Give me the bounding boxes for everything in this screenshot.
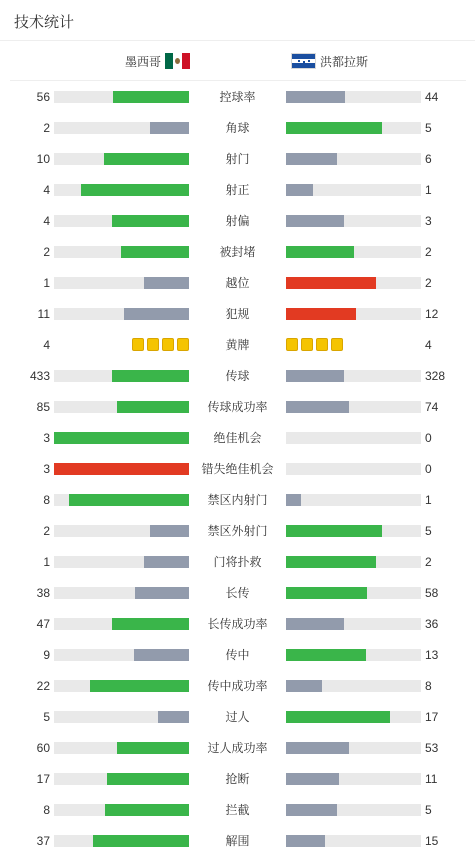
stat-row xyxy=(0,701,475,732)
home-stat-value: 56 xyxy=(36,90,50,104)
away-stat-value: 17 xyxy=(425,710,439,724)
away-stat-bar-fill xyxy=(286,680,322,692)
home-stat-bar xyxy=(54,246,189,258)
away-stat-bar-fill xyxy=(286,773,339,785)
home-stat-bar xyxy=(54,835,189,847)
away-stat-bar xyxy=(286,711,421,723)
home-stat-value: 22 xyxy=(36,679,50,693)
stat-row xyxy=(0,577,475,608)
away-stat-bar xyxy=(286,680,421,692)
home-stat-bar-fill xyxy=(144,556,189,568)
stat-label: 犯规 xyxy=(225,307,250,321)
home-stat-bar xyxy=(54,711,189,723)
away-stat-bar xyxy=(286,742,421,754)
home-stat-value: 433 xyxy=(29,369,50,383)
stat-row xyxy=(0,205,475,236)
away-stat-value: 5 xyxy=(425,524,432,538)
away-stat-value: 1 xyxy=(425,493,432,507)
home-stat-bar xyxy=(54,773,189,785)
stat-label: 被封堵 xyxy=(219,245,256,259)
home-stat-value: 8 xyxy=(43,493,50,507)
stat-label: 绝佳机会 xyxy=(213,431,262,445)
home-stat-bar xyxy=(54,215,189,227)
stat-row xyxy=(0,360,475,391)
away-stat-bar xyxy=(286,432,421,444)
stat-row xyxy=(0,608,475,639)
stat-label: 越位 xyxy=(225,276,250,290)
home-stat-bar-fill xyxy=(69,494,189,506)
away-stat-bar-fill xyxy=(286,122,382,134)
stat-label: 解围 xyxy=(225,834,250,848)
home-stat-bar-fill xyxy=(117,742,189,754)
home-stat-bar xyxy=(54,463,189,475)
home-stat-bar-fill xyxy=(135,587,189,599)
home-team[interactable] xyxy=(125,52,190,70)
teams-header xyxy=(10,41,466,81)
home-stat-bar-fill xyxy=(54,463,189,475)
page-title: 技术统计 xyxy=(14,14,75,31)
home-stat-bar xyxy=(54,680,189,692)
away-stat-bar-fill xyxy=(286,308,356,320)
away-stat-bar-fill xyxy=(286,804,337,816)
stat-row xyxy=(0,763,475,794)
away-team-name: 洪都拉斯 xyxy=(320,54,369,69)
home-stat-value: 1 xyxy=(43,555,50,569)
stat-row xyxy=(0,453,475,484)
stat-label: 传球 xyxy=(225,369,250,383)
home-stat-value: 8 xyxy=(43,803,50,817)
home-stat-value: 17 xyxy=(36,772,50,786)
away-stat-value: 5 xyxy=(425,121,432,135)
stat-label: 射正 xyxy=(225,183,250,197)
yellow-card-icon xyxy=(177,338,189,351)
home-stat-bar-fill xyxy=(93,835,189,847)
stat-row xyxy=(0,422,475,453)
stat-row xyxy=(0,515,475,546)
home-stat-bar-fill xyxy=(90,680,189,692)
home-stat-bar-fill xyxy=(158,711,189,723)
stat-label: 门将扑救 xyxy=(213,555,262,569)
away-stat-value: 11 xyxy=(425,772,438,786)
home-stat-value: 2 xyxy=(43,524,50,538)
away-stat-bar-fill xyxy=(286,153,337,165)
away-stat-value: 4 xyxy=(425,338,432,352)
away-stat-value: 58 xyxy=(425,586,439,600)
home-stat-value: 60 xyxy=(36,741,50,755)
stat-label: 角球 xyxy=(225,121,250,135)
away-stat-bar-fill xyxy=(286,494,301,506)
home-stat-value: 2 xyxy=(43,245,50,259)
away-stat-bar-fill xyxy=(286,618,344,630)
home-stat-bar xyxy=(54,184,189,196)
stat-row xyxy=(0,794,475,825)
away-team[interactable] xyxy=(291,52,368,70)
away-stat-value: 0 xyxy=(425,431,432,445)
away-stat-bar-fill xyxy=(286,401,349,413)
away-yellow-cards xyxy=(286,338,343,351)
home-stat-value: 11 xyxy=(37,307,50,321)
stat-label: 传中成功率 xyxy=(207,679,268,693)
home-team-name: 墨西哥 xyxy=(125,54,162,69)
away-stat-bar-fill xyxy=(286,184,313,196)
away-stat-bar xyxy=(286,618,421,630)
home-stat-value: 4 xyxy=(43,338,50,352)
away-stat-value: 12 xyxy=(425,307,439,321)
away-stat-value: 13 xyxy=(425,648,439,662)
home-stat-bar-fill xyxy=(121,246,189,258)
home-stat-bar-fill xyxy=(112,618,189,630)
away-stat-bar-fill xyxy=(286,835,325,847)
home-stat-bar-fill xyxy=(107,773,189,785)
away-stat-bar xyxy=(286,184,421,196)
away-stat-bar xyxy=(286,122,421,134)
away-stat-bar xyxy=(286,463,421,475)
stat-row xyxy=(0,484,475,515)
home-stat-bar xyxy=(54,494,189,506)
home-stat-bar-fill xyxy=(113,91,189,103)
home-stat-value: 10 xyxy=(36,152,50,166)
stats-list xyxy=(0,81,475,856)
away-stat-bar-fill xyxy=(286,525,382,537)
home-stat-bar xyxy=(54,277,189,289)
away-stat-value: 2 xyxy=(425,245,432,259)
home-stat-bar-fill xyxy=(104,153,189,165)
away-stat-value: 36 xyxy=(425,617,439,631)
stat-label: 拦截 xyxy=(225,803,250,817)
away-stat-bar xyxy=(286,587,421,599)
away-stat-value: 44 xyxy=(425,90,439,104)
stat-label: 射偏 xyxy=(225,214,250,228)
home-stat-bar-fill xyxy=(81,184,189,196)
stat-label: 射门 xyxy=(225,152,250,166)
stat-row xyxy=(0,267,475,298)
away-stat-bar xyxy=(286,308,421,320)
yellow-card-icon xyxy=(301,338,313,351)
home-stat-value: 3 xyxy=(43,462,50,476)
mexico-flag-icon xyxy=(165,53,190,69)
away-stat-bar xyxy=(286,525,421,537)
away-stat-value: 5 xyxy=(425,803,432,817)
away-stat-value: 6 xyxy=(425,152,432,166)
away-stat-value: 8 xyxy=(425,679,432,693)
home-stat-value: 85 xyxy=(36,400,50,414)
home-stat-bar xyxy=(54,370,189,382)
stat-row xyxy=(0,112,475,143)
home-stat-value: 38 xyxy=(36,586,50,600)
stat-label: 抢断 xyxy=(225,772,250,786)
home-stat-value: 4 xyxy=(43,214,50,228)
away-stat-bar xyxy=(286,246,421,258)
yellow-card-icon xyxy=(162,338,174,351)
stat-row xyxy=(0,391,475,422)
stat-label: 传中 xyxy=(225,648,250,662)
stat-row xyxy=(0,825,475,856)
away-stat-bar-fill xyxy=(286,246,354,258)
home-stat-bar-fill xyxy=(150,525,189,537)
stat-row xyxy=(0,639,475,670)
home-stat-bar-fill xyxy=(112,215,189,227)
away-stat-bar xyxy=(286,153,421,165)
home-stat-bar xyxy=(54,525,189,537)
away-stat-bar xyxy=(286,556,421,568)
away-stat-value: 15 xyxy=(425,834,439,848)
home-stat-value: 1 xyxy=(43,276,50,290)
stat-label: 过人成功率 xyxy=(207,741,268,755)
away-stat-bar xyxy=(286,773,421,785)
home-stat-bar-fill xyxy=(112,370,189,382)
home-stat-bar-fill xyxy=(105,804,189,816)
away-stat-bar-fill xyxy=(286,556,376,568)
home-stat-bar xyxy=(54,308,189,320)
home-stat-value: 5 xyxy=(43,710,50,724)
home-stat-bar xyxy=(54,122,189,134)
stat-row xyxy=(0,298,475,329)
away-stat-bar xyxy=(286,91,421,103)
away-stat-bar xyxy=(286,401,421,413)
home-stat-bar xyxy=(54,153,189,165)
yellow-card-icon xyxy=(147,338,159,351)
home-stat-value: 3 xyxy=(43,431,50,445)
away-stat-bar xyxy=(286,215,421,227)
yellow-card-icon xyxy=(132,338,144,351)
away-stat-bar-fill xyxy=(286,649,366,661)
stat-label: 长传 xyxy=(225,586,250,600)
away-stat-bar xyxy=(286,804,421,816)
home-stat-bar xyxy=(54,649,189,661)
stat-label: 黄牌 xyxy=(225,338,250,352)
away-stat-bar-fill xyxy=(286,742,349,754)
home-stat-bar-fill xyxy=(150,122,189,134)
home-stat-value: 37 xyxy=(36,834,50,848)
stat-row xyxy=(0,329,475,360)
away-stat-bar xyxy=(286,649,421,661)
home-stat-bar-fill xyxy=(117,401,189,413)
away-stat-bar-fill xyxy=(286,711,390,723)
stat-row xyxy=(0,81,475,112)
away-stat-bar-fill xyxy=(286,91,345,103)
home-stat-bar xyxy=(54,742,189,754)
home-stat-bar-fill xyxy=(134,649,189,661)
stat-row xyxy=(0,236,475,267)
away-stat-value: 3 xyxy=(425,214,432,228)
stat-row xyxy=(0,546,475,577)
yellow-card-icon xyxy=(316,338,328,351)
home-stat-bar xyxy=(54,556,189,568)
away-stat-bar xyxy=(286,277,421,289)
away-stat-value: 2 xyxy=(425,555,432,569)
stat-row xyxy=(0,143,475,174)
yellow-card-icon xyxy=(331,338,343,351)
away-stat-bar-fill xyxy=(286,587,367,599)
stat-row xyxy=(0,670,475,701)
home-stat-bar xyxy=(54,91,189,103)
home-stat-value: 2 xyxy=(43,121,50,135)
away-stat-value: 0 xyxy=(425,462,432,476)
home-stat-bar xyxy=(54,804,189,816)
away-stat-value: 328 xyxy=(425,369,446,383)
home-stat-value: 4 xyxy=(43,183,50,197)
away-stat-bar-fill xyxy=(286,215,344,227)
away-stat-bar-fill xyxy=(286,277,376,289)
away-stat-bar xyxy=(286,494,421,506)
home-stat-bar-fill xyxy=(124,308,189,320)
stat-label: 禁区内射门 xyxy=(207,493,268,507)
yellow-card-icon xyxy=(286,338,298,351)
stat-row xyxy=(0,174,475,205)
honduras-flag-icon xyxy=(291,53,316,69)
stat-label: 过人 xyxy=(225,710,250,724)
home-yellow-cards xyxy=(132,338,189,351)
title-bar xyxy=(0,0,475,41)
stat-label: 禁区外射门 xyxy=(207,524,268,538)
away-stat-value: 2 xyxy=(425,276,432,290)
home-stat-bar xyxy=(54,618,189,630)
home-stat-bar-fill xyxy=(144,277,189,289)
home-stat-bar-fill xyxy=(54,432,189,444)
away-stat-bar-fill xyxy=(286,370,344,382)
home-stat-value: 47 xyxy=(36,617,50,631)
away-stat-value: 74 xyxy=(425,400,439,414)
home-stat-bar xyxy=(54,401,189,413)
stat-label: 错失绝佳机会 xyxy=(201,462,274,476)
home-stat-value: 9 xyxy=(43,648,50,662)
stat-row xyxy=(0,732,475,763)
away-stat-bar xyxy=(286,370,421,382)
away-stat-value: 1 xyxy=(425,183,432,197)
home-stat-bar xyxy=(54,432,189,444)
away-stat-value: 53 xyxy=(425,741,439,755)
home-stat-bar xyxy=(54,587,189,599)
stat-label: 长传成功率 xyxy=(207,617,268,631)
stat-label: 控球率 xyxy=(219,90,256,104)
stat-label: 传球成功率 xyxy=(207,400,268,414)
away-stat-bar xyxy=(286,835,421,847)
